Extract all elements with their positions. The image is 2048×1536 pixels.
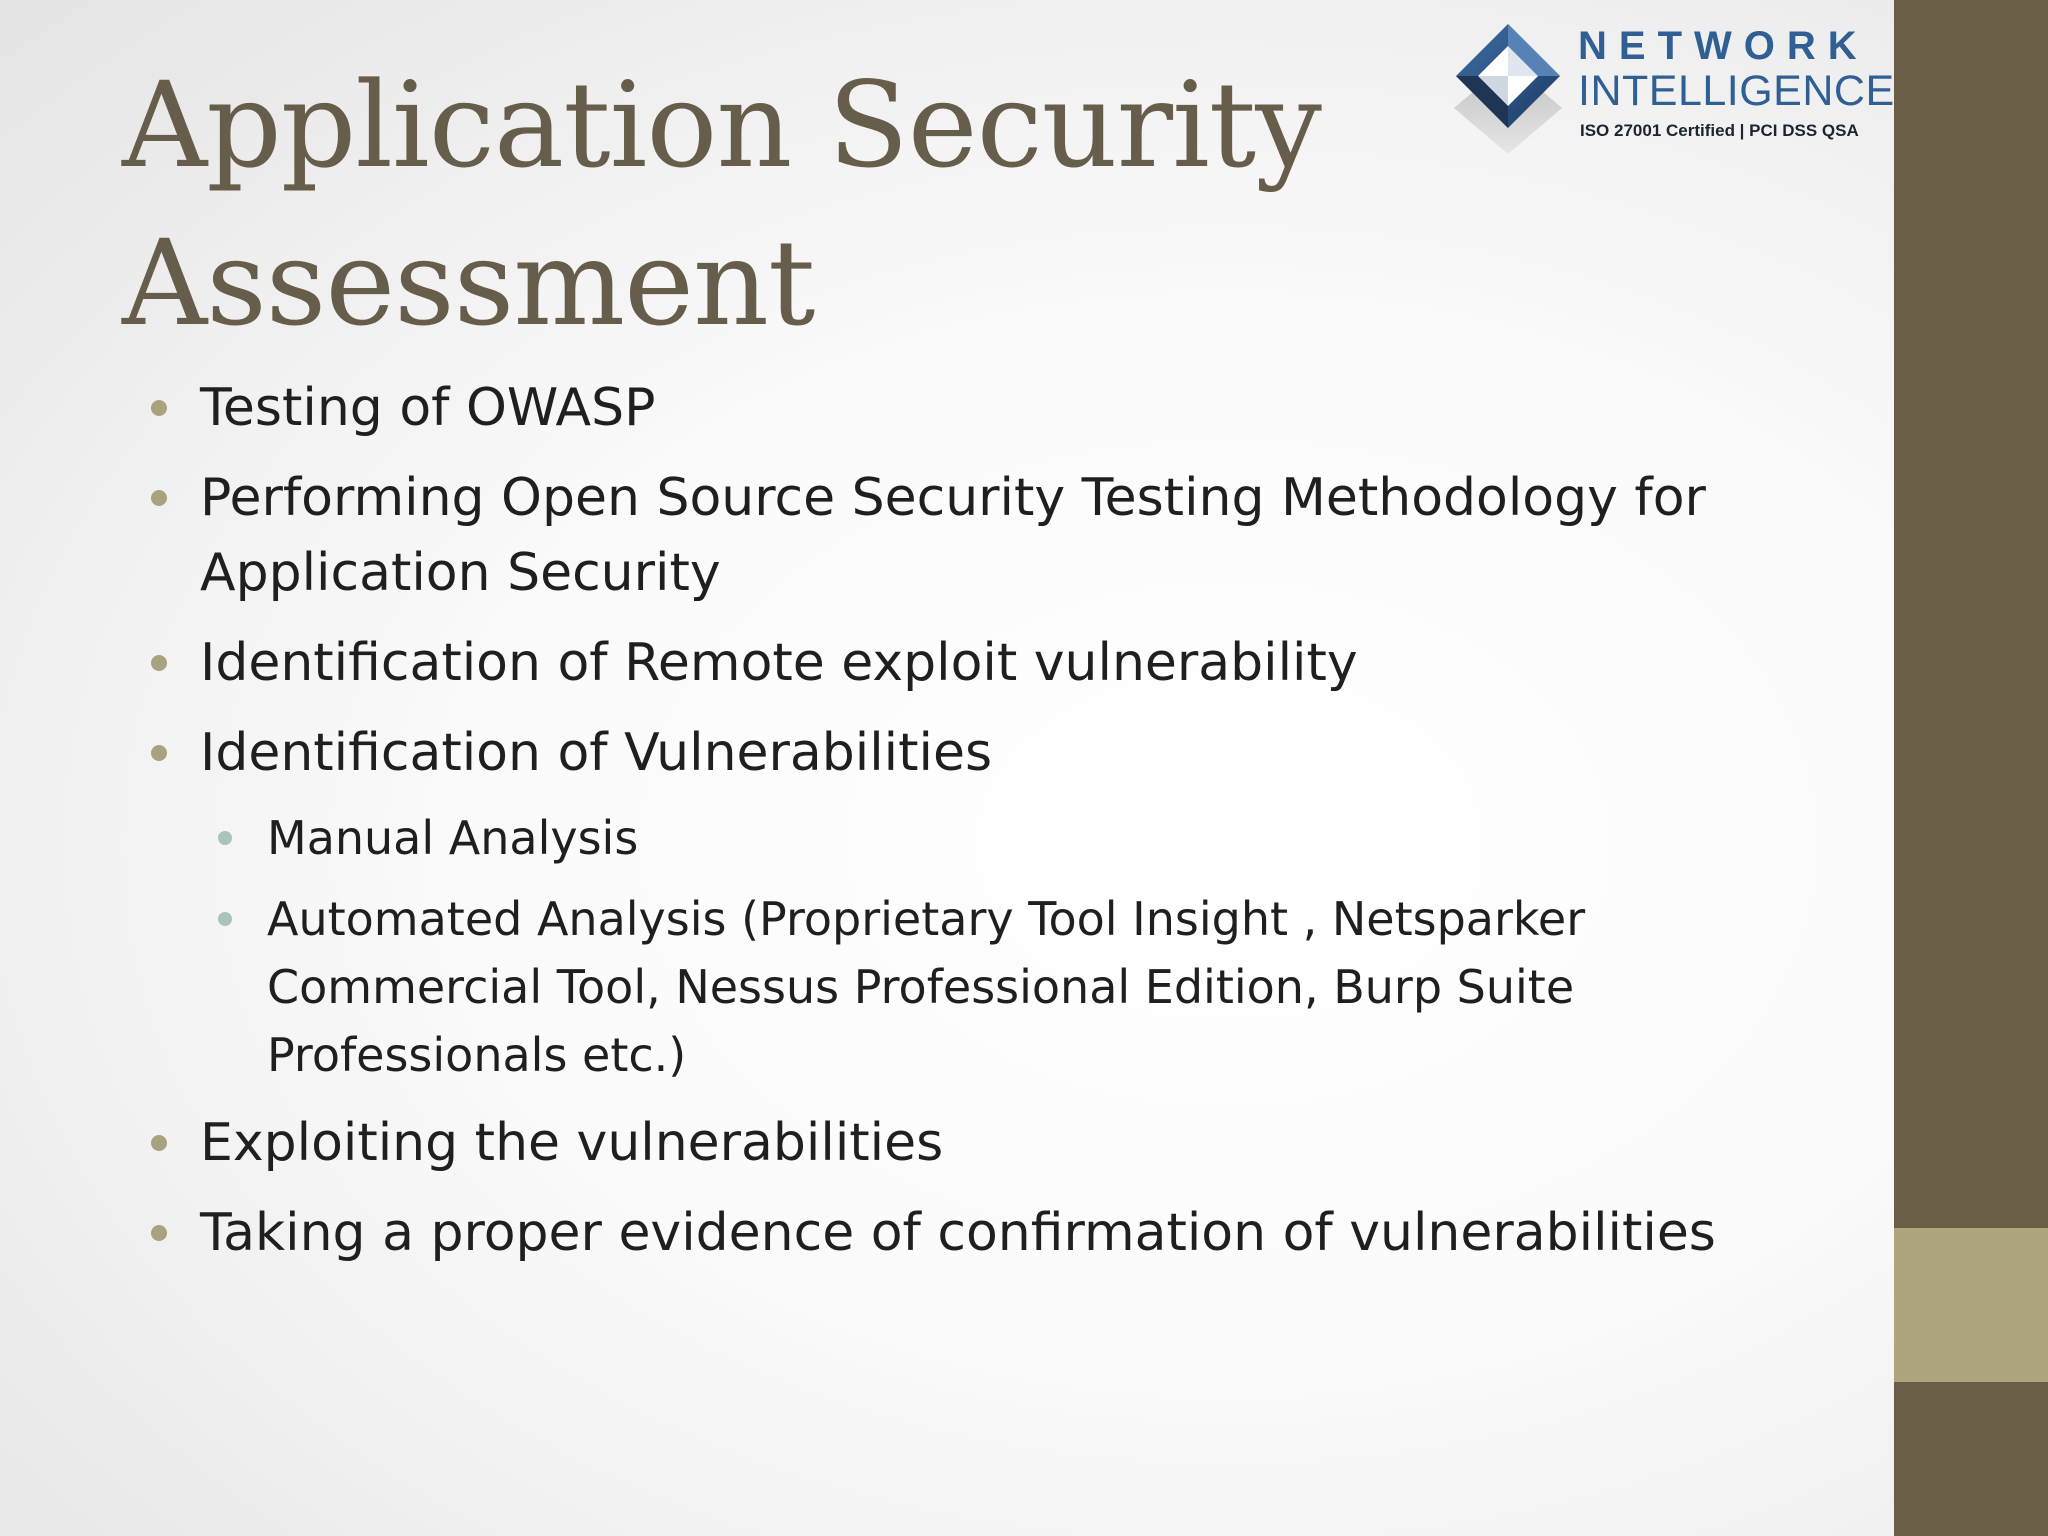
sub-bullet-marker [218, 912, 232, 926]
bullet-item-continuation: Application Security [200, 543, 721, 603]
sub-bullet-item-continuation: Professionals etc.) [267, 1028, 687, 1082]
bullet-marker [151, 400, 167, 416]
bullet-marker [151, 745, 167, 761]
logo-word-intelligence: INTELLIGENCE [1578, 67, 1895, 115]
sub-bullet-item: Manual Analysis [267, 811, 639, 865]
bullet-item: Performing Open Source Security Testing Methodology for [200, 468, 1706, 528]
bullet-item: Identification of Remote exploit vulnerability [200, 633, 1358, 693]
sub-bullet-item-continuation: Commercial Tool, Nessus Professional Edition, Burp Suite [267, 960, 1575, 1014]
bullet-item: Identification of Vulnerabilities [200, 723, 993, 783]
bullet-marker [151, 655, 167, 671]
sub-bullet-item: Automated Analysis (Proprietary Tool Insight , Netsparker [267, 892, 1586, 946]
bullet-item: Taking a proper evidence of confirmation of vulnerabilities [200, 1203, 1716, 1263]
slide-title-line-1: Application Security [122, 56, 1321, 194]
logo-tagline: ISO 27001 Certified | PCI DSS QSA [1580, 121, 1859, 140]
bullet-marker [151, 490, 167, 506]
bullet-item: Testing of OWASP [200, 378, 656, 438]
bullet-marker [151, 1225, 167, 1241]
sub-bullet-marker [218, 831, 232, 845]
logo-word-network: NETWORK [1578, 24, 1869, 68]
bullet-marker [151, 1135, 167, 1151]
slide-title-line-2: Assessment [122, 214, 815, 352]
bullet-item: Exploiting the vulnerabilities [200, 1113, 944, 1173]
side-decor-accent [1894, 1228, 2048, 1382]
